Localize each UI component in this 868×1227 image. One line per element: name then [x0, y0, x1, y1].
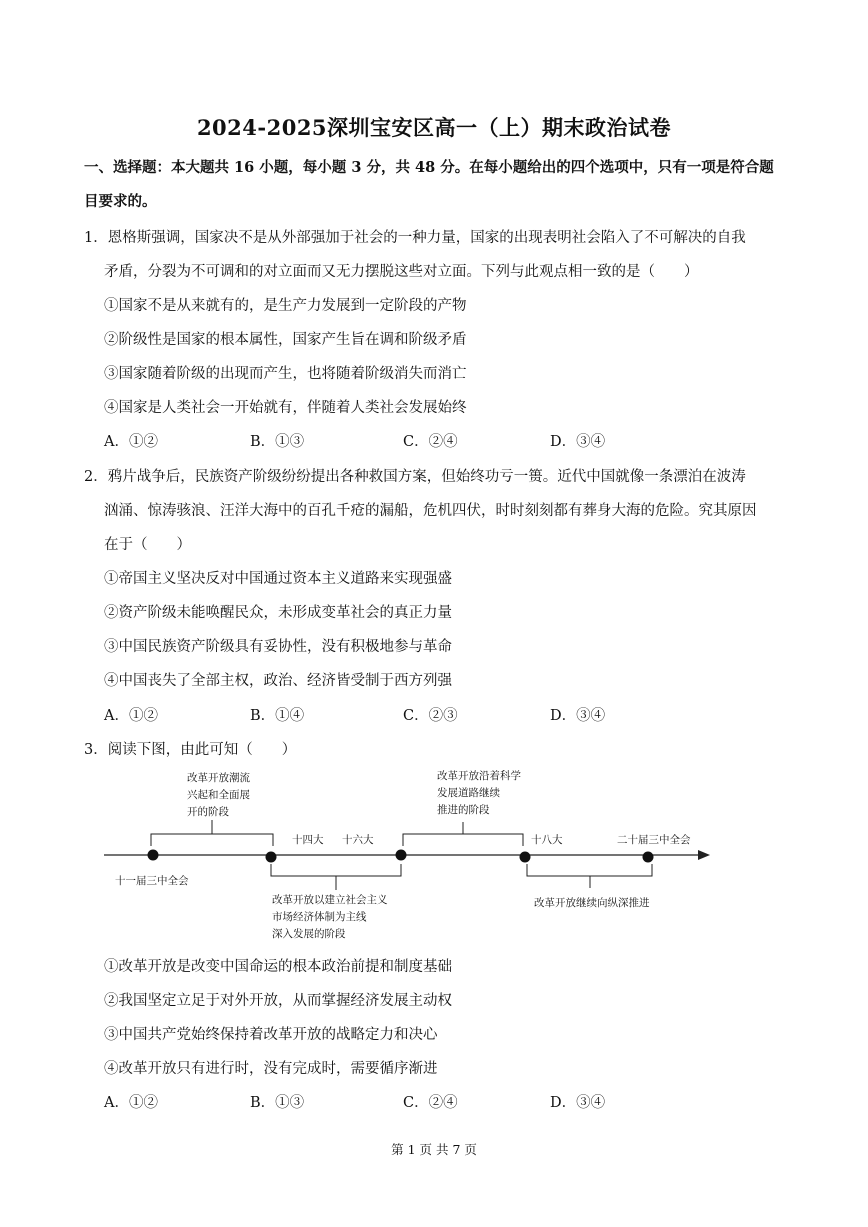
section-heading-line1: 一、选择题：本大题共 16 小题，每小题 3 分，共 48 分。在每小题给出的四个选项中，只有一项是符合题	[84, 159, 774, 176]
q3-option-a[interactable]: A．①②	[104, 1095, 158, 1111]
q3-item-1: ①改革开放是改变中国命运的根本政治前提和制度基础	[104, 959, 452, 975]
bottom-bracket-1	[271, 864, 401, 890]
top-label-1-line1: 改革开放潮流	[187, 772, 250, 784]
q2-stem-line1: 2．鸦片战争后，民族资产阶级纷纷提出各种救国方案，但始终功亏一篑。近代中国就像一条漂泊在波涛	[84, 469, 746, 485]
bottom-label-1-line1: 改革开放以建立社会主义	[272, 894, 388, 906]
top-label-1-line2: 兴起和全面展	[187, 789, 250, 801]
top-label-2	[437, 768, 521, 819]
q1-option-c[interactable]: C．②④	[403, 434, 458, 450]
page-title: 2024-2025深圳宝安区高一（上）期末政治试卷	[196, 115, 672, 140]
timeline-dot-4	[520, 852, 531, 863]
q3-option-b[interactable]: B．①③	[250, 1095, 305, 1111]
top-label-1	[187, 770, 250, 821]
q2-item-1: ①帝国主义坚决反对中国通过资本主义道路来实现强盛	[104, 571, 452, 587]
top-label-2-line2: 发展道路继续	[437, 787, 500, 799]
q1-item-4: ④国家是人类社会一开始就有，伴随着人类社会发展始终	[104, 400, 467, 416]
timeline-arrowhead	[698, 850, 710, 860]
top-label-2-line3: 推进的阶段	[437, 804, 490, 816]
timeline-dot-1	[148, 850, 159, 861]
q3-option-d[interactable]: D．③④	[550, 1095, 606, 1111]
q3-stem: 3．阅读下图，由此可知（ ）	[84, 742, 297, 758]
q1-stem-line2: 矛盾，分裂为不可调和的对立面而又无力摆脱这些对立面。下列与此观点相一致的是（ ）	[104, 264, 699, 280]
q3-option-c[interactable]: C．②④	[403, 1095, 458, 1111]
q1-option-b[interactable]: B．①③	[250, 434, 305, 450]
timeline-dot-3	[396, 850, 407, 861]
top-bracket-1	[151, 820, 273, 846]
q1-item-1: ①国家不是从来就有的，是生产力发展到一定阶段的产物	[104, 298, 467, 314]
page-footer: 第 1 页 共 7 页	[391, 1142, 477, 1157]
label-16th-congress: 十六大	[342, 834, 374, 846]
q1-option-d[interactable]: D．③④	[550, 434, 606, 450]
q1-item-2: ②阶级性是国家的根本属性，国家产生旨在调和阶级矛盾	[104, 332, 467, 348]
q1-stem-line1: 1．恩格斯强调，国家决不是从外部强加于社会的一种力量，国家的出现表明社会陷入了不可解决的自我	[84, 230, 746, 246]
label-14th-congress: 十四大	[292, 834, 324, 846]
q2-option-d[interactable]: D．③④	[550, 708, 606, 724]
q2-stem-line3: 在于（ ）	[104, 537, 191, 553]
q2-item-4: ④中国丧失了全部主权，政治、经济皆受制于西方列强	[104, 673, 452, 689]
q3-item-3: ③中国共产党始终保持着改革开放的战略定力和决心	[104, 1027, 438, 1043]
q2-item-2: ②资产阶级未能唤醒民众，未形成变革社会的真正力量	[104, 605, 452, 621]
label-20th-3rd-plenary: 二十届三中全会	[617, 834, 691, 846]
label-18th-congress: 十八大	[531, 834, 563, 846]
top-label-1-line3: 开的阶段	[187, 806, 229, 818]
bottom-label-1-line2: 市场经济体制为主线	[272, 911, 367, 923]
q2-item-3: ③中国民族资产阶级具有妥协性，没有积极地参与革命	[104, 639, 452, 655]
q3-item-2: ②我国坚定立足于对外开放，从而掌握经济发展主动权	[104, 993, 452, 1009]
q1-item-3: ③国家随着阶级的出现而产生，也将随着阶级消失而消亡	[104, 366, 467, 382]
q2-stem-line2: 汹涌、惊涛骇浪、汪洋大海中的百孔千疮的漏船，危机四伏，时时刻刻都有葬身大海的危险。究其原因	[104, 503, 757, 519]
timeline-dot-2	[266, 852, 277, 863]
timeline-dot-5	[643, 852, 654, 863]
q3-options	[104, 1091, 664, 1113]
bottom-label-2: 改革开放继续向纵深推进	[534, 897, 650, 909]
q2-option-a[interactable]: A．①②	[104, 708, 158, 724]
top-bracket-2	[403, 822, 523, 846]
bottom-label-1-line3: 深入发展的阶段	[272, 928, 346, 940]
label-11th-3rd-plenary: 十一届三中全会	[115, 875, 189, 887]
q2-option-c[interactable]: C．②③	[403, 708, 458, 724]
section-heading-line2: 目要求的。	[84, 193, 157, 210]
bottom-label-1	[272, 892, 388, 943]
top-label-2-line1: 改革开放沿着科学	[437, 770, 521, 782]
q2-option-b[interactable]: B．①④	[250, 708, 305, 724]
q3-item-4: ④改革开放只有进行时，没有完成时，需要循序渐进	[104, 1061, 438, 1077]
bottom-bracket-2	[527, 864, 652, 888]
q1-option-a[interactable]: A．①②	[104, 434, 158, 450]
